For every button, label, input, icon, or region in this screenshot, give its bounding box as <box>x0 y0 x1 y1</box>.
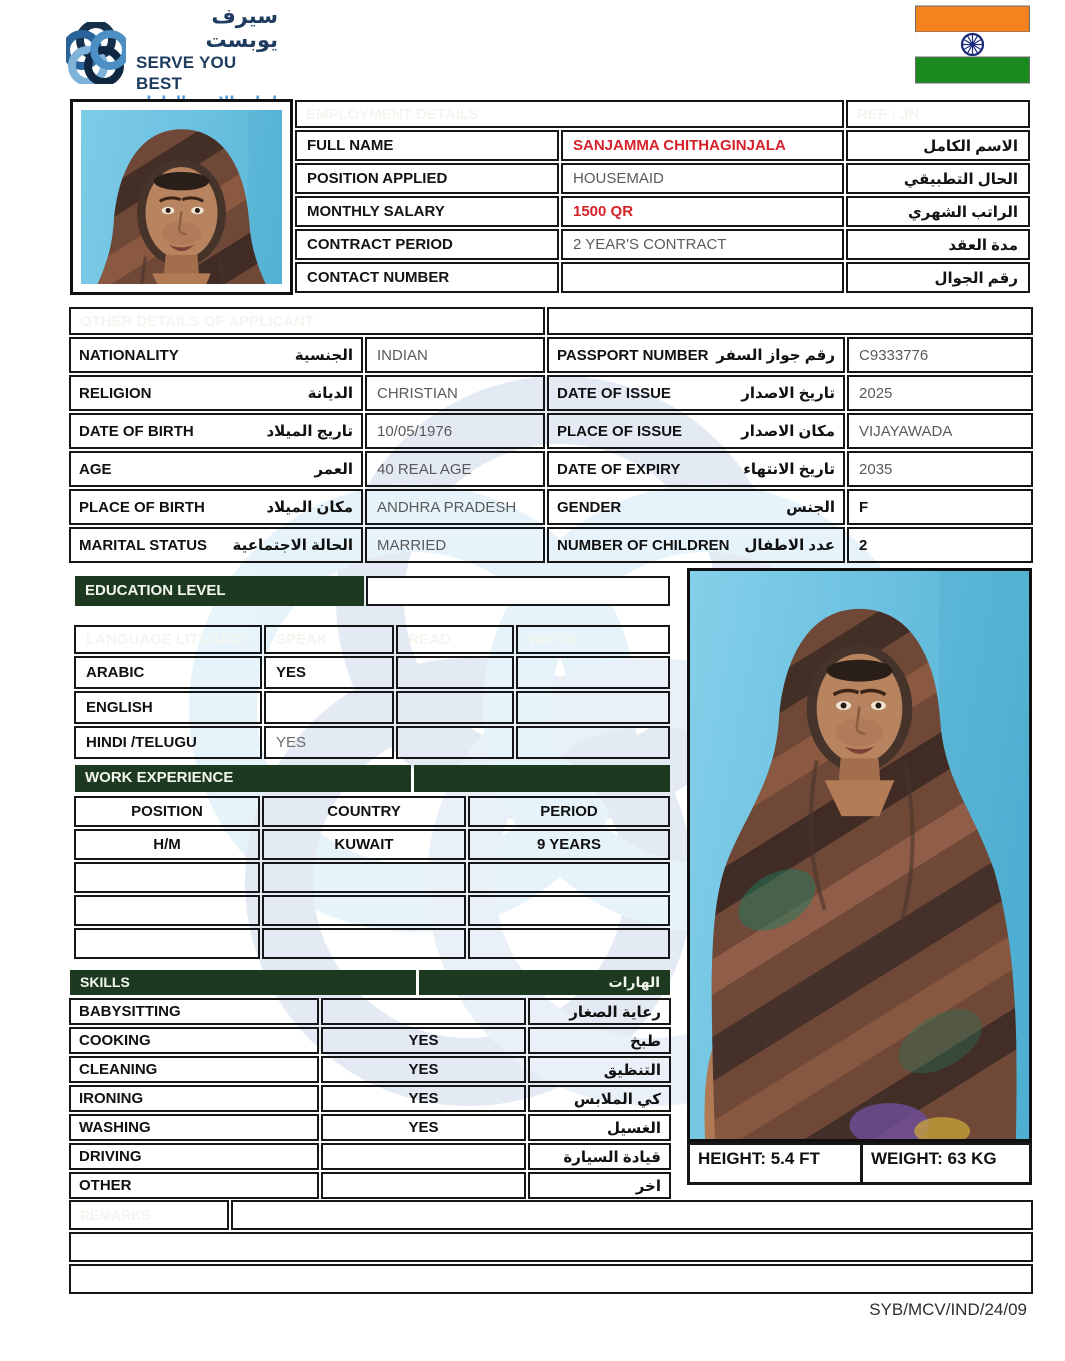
field-label: POSITION APPLIED <box>295 163 559 194</box>
skill-label: WASHING <box>69 1114 319 1141</box>
table-row <box>69 1232 1033 1262</box>
remarks-header-spacer <box>231 1200 1033 1230</box>
field-label-arabic: رقم الجوال <box>846 262 1030 293</box>
period-value <box>468 862 670 893</box>
field-label-arabic: الاسم الكامل <box>846 130 1030 161</box>
read-value <box>396 691 514 724</box>
country-value <box>262 928 466 959</box>
work-experience-table <box>72 794 672 961</box>
weight-value: WEIGHT: 63 KG <box>860 1142 1032 1185</box>
period-value <box>468 928 670 959</box>
field-value: INDIAN <box>365 337 545 373</box>
table-row <box>69 307 1033 335</box>
position-value <box>74 895 260 926</box>
work-experience-header-spacer <box>414 765 670 792</box>
field-value: ANDHRA PRADESH <box>365 489 545 525</box>
applicant-photo-small <box>70 99 293 295</box>
country-value <box>262 862 466 893</box>
column-header: WRITE <box>516 625 670 654</box>
applicant-photo-large <box>687 568 1032 1142</box>
logo-arabic-title: سيرف يوبست <box>205 5 278 53</box>
field-value: 2035 <box>847 451 1033 487</box>
table-row <box>295 229 1030 260</box>
field-label: NATIONALITY الجنسية <box>69 337 363 373</box>
skill-value: YES <box>321 1085 526 1112</box>
other-details-header-spacer <box>547 307 1033 335</box>
education-level-header: EDUCATION LEVEL <box>75 576 364 606</box>
language-label: ARABIC <box>74 656 262 689</box>
skill-label-arabic: طبخ <box>528 1027 671 1054</box>
column-header: POSITION <box>74 796 260 827</box>
table-row <box>295 163 1030 194</box>
skill-label-arabic: التنظيق <box>528 1056 671 1083</box>
table-row <box>69 1056 671 1083</box>
table-row <box>69 1264 1033 1294</box>
field-value: 40 REAL AGE <box>365 451 545 487</box>
field-label: CONTRACT PERIOD <box>295 229 559 260</box>
remarks-header: REMARKS <box>69 1200 229 1230</box>
skill-value: YES <box>321 1027 526 1054</box>
skills-header: SKILLS <box>70 970 416 995</box>
field-value: CHRISTIAN <box>365 375 545 411</box>
skills-table <box>67 996 673 1201</box>
language-label: ENGLISH <box>74 691 262 724</box>
table-row <box>69 1172 671 1199</box>
work-experience-header-bar <box>75 765 670 792</box>
field-value: VIJAYAWADA <box>847 413 1033 449</box>
employment-table <box>293 98 1032 295</box>
column-header: PERIOD <box>468 796 670 827</box>
skill-label: BABYSITTING <box>69 998 319 1025</box>
table-row <box>69 375 1033 411</box>
skill-value: YES <box>321 1114 526 1141</box>
field-label: MONTHLY SALARY <box>295 196 559 227</box>
table-row <box>74 895 670 926</box>
language-label: HINDI /TELUGU <box>74 726 262 759</box>
table-row <box>69 1085 671 1112</box>
write-value <box>516 726 670 759</box>
india-flag-icon <box>915 5 1030 84</box>
table-row <box>74 862 670 893</box>
table-row <box>74 726 670 759</box>
table-row <box>69 337 1033 373</box>
field-value: MARRIED <box>365 527 545 563</box>
skill-label: DRIVING <box>69 1143 319 1170</box>
other-details-table <box>67 305 1035 565</box>
table-row <box>69 1143 671 1170</box>
position-value <box>74 862 260 893</box>
table-row <box>74 656 670 689</box>
field-value: 10/05/1976 <box>365 413 545 449</box>
logo-title: SERVE YOU BEST <box>136 53 237 93</box>
work-experience-header: WORK EXPERIENCE <box>75 765 411 792</box>
logo-knot-icon <box>66 22 126 84</box>
field-label: GENDER الجنس <box>547 489 845 525</box>
field-label-arabic: الراتب الشهري <box>846 196 1030 227</box>
skill-value <box>321 1143 526 1170</box>
table-row <box>74 691 670 724</box>
skills-header-arabic: الهارات <box>419 970 670 995</box>
column-header: LANGUAGE LITERACY <box>74 625 262 654</box>
speak-value: YES <box>264 726 394 759</box>
read-value <box>396 656 514 689</box>
table-row <box>295 196 1030 227</box>
speak-value: YES <box>264 656 394 689</box>
field-label: RELIGION الديانة <box>69 375 363 411</box>
table-row <box>295 262 1030 293</box>
skill-label: OTHER <box>69 1172 319 1199</box>
field-label: PASSPORT NUMBER رقم جواز السفر <box>547 337 845 373</box>
field-value: HOUSEMAID <box>561 163 844 194</box>
table-row <box>295 130 1030 161</box>
skill-label: CLEANING <box>69 1056 319 1083</box>
field-value: C9333776 <box>847 337 1033 373</box>
skill-label-arabic: قيادة السيارة <box>528 1143 671 1170</box>
skill-label: COOKING <box>69 1027 319 1054</box>
field-value: 2025 <box>847 375 1033 411</box>
language-literacy-table <box>72 623 672 761</box>
period-value: 9 YEARS <box>468 829 670 860</box>
field-label: AGE العمر <box>69 451 363 487</box>
table-row <box>74 796 670 827</box>
field-label-arabic: مدة العقد <box>846 229 1030 260</box>
table-row <box>69 413 1033 449</box>
column-header: READ <box>396 625 514 654</box>
skills-header-bar <box>70 970 670 995</box>
field-value: 2 <box>847 527 1033 563</box>
skill-label-arabic: رعاية الصغار <box>528 998 671 1025</box>
country-value <box>262 895 466 926</box>
skill-label-arabic: اخر <box>528 1172 671 1199</box>
remarks-empty-row <box>69 1232 1033 1262</box>
skill-label: IRONING <box>69 1085 319 1112</box>
field-value: F <box>847 489 1033 525</box>
field-label: MARITAL STATUS الحالة الاجتماعية <box>69 527 363 563</box>
field-label: PLACE OF BIRTH مكان الميلاد <box>69 489 363 525</box>
skill-label-arabic: كي الملابس <box>528 1085 671 1112</box>
column-header: SPEAK <box>264 625 394 654</box>
column-header: COUNTRY <box>262 796 466 827</box>
field-label: CONTACT NUMBER <box>295 262 559 293</box>
document-reference-code: SYB/MCV/IND/24/09 <box>869 1300 1027 1319</box>
speak-value <box>264 691 394 724</box>
write-value <box>516 691 670 724</box>
period-value <box>468 895 670 926</box>
country-value: KUWAIT <box>262 829 466 860</box>
height-value: HEIGHT: 5.4 FT <box>687 1142 863 1185</box>
field-label: PLACE OF ISSUE مكان الاصدار <box>547 413 845 449</box>
table-row <box>69 1114 671 1141</box>
other-details-header: OTHER DETAILS OF APPLICANT <box>69 307 545 335</box>
read-value <box>396 726 514 759</box>
field-label: DATE OF ISSUE تاريخ الاصدار <box>547 375 845 411</box>
table-row <box>69 1200 1033 1230</box>
field-label: DATE OF EXPIRY تاريخ الانتهاء <box>547 451 845 487</box>
table-row <box>295 100 1030 128</box>
field-label: DATE OF BIRTH تاريج الميلاد <box>69 413 363 449</box>
table-row <box>69 489 1033 525</box>
ashoka-chakra-icon <box>962 34 983 55</box>
field-label: FULL NAME <box>295 130 559 161</box>
position-value: H/M <box>74 829 260 860</box>
table-row <box>74 625 670 654</box>
ref-badge: REF : JN <box>846 100 1030 128</box>
field-label-arabic: الحال التطبيقي <box>846 163 1030 194</box>
education-value-box <box>366 576 670 606</box>
field-value: SANJAMMA CHITHAGINJALA <box>561 130 844 161</box>
field-label: NUMBER OF CHILDREN عدد الاطفال <box>547 527 845 563</box>
table-row <box>69 527 1033 563</box>
skill-value: YES <box>321 1056 526 1083</box>
table-row <box>69 1027 671 1054</box>
skill-value <box>321 998 526 1025</box>
field-value: 1500 QR <box>561 196 844 227</box>
write-value <box>516 656 670 689</box>
employment-header: EMPLOYMENT DETAILS <box>295 100 844 128</box>
field-value: 2 YEAR'S CONTRACT <box>561 229 844 260</box>
table-row <box>69 998 671 1025</box>
remarks-table <box>67 1198 1035 1296</box>
skill-value <box>321 1172 526 1199</box>
field-value <box>561 262 844 293</box>
table-row <box>69 451 1033 487</box>
table-row <box>74 928 670 959</box>
table-row <box>74 829 670 860</box>
skill-label-arabic: الغسيل <box>528 1114 671 1141</box>
remarks-empty-row <box>69 1264 1033 1294</box>
position-value <box>74 928 260 959</box>
